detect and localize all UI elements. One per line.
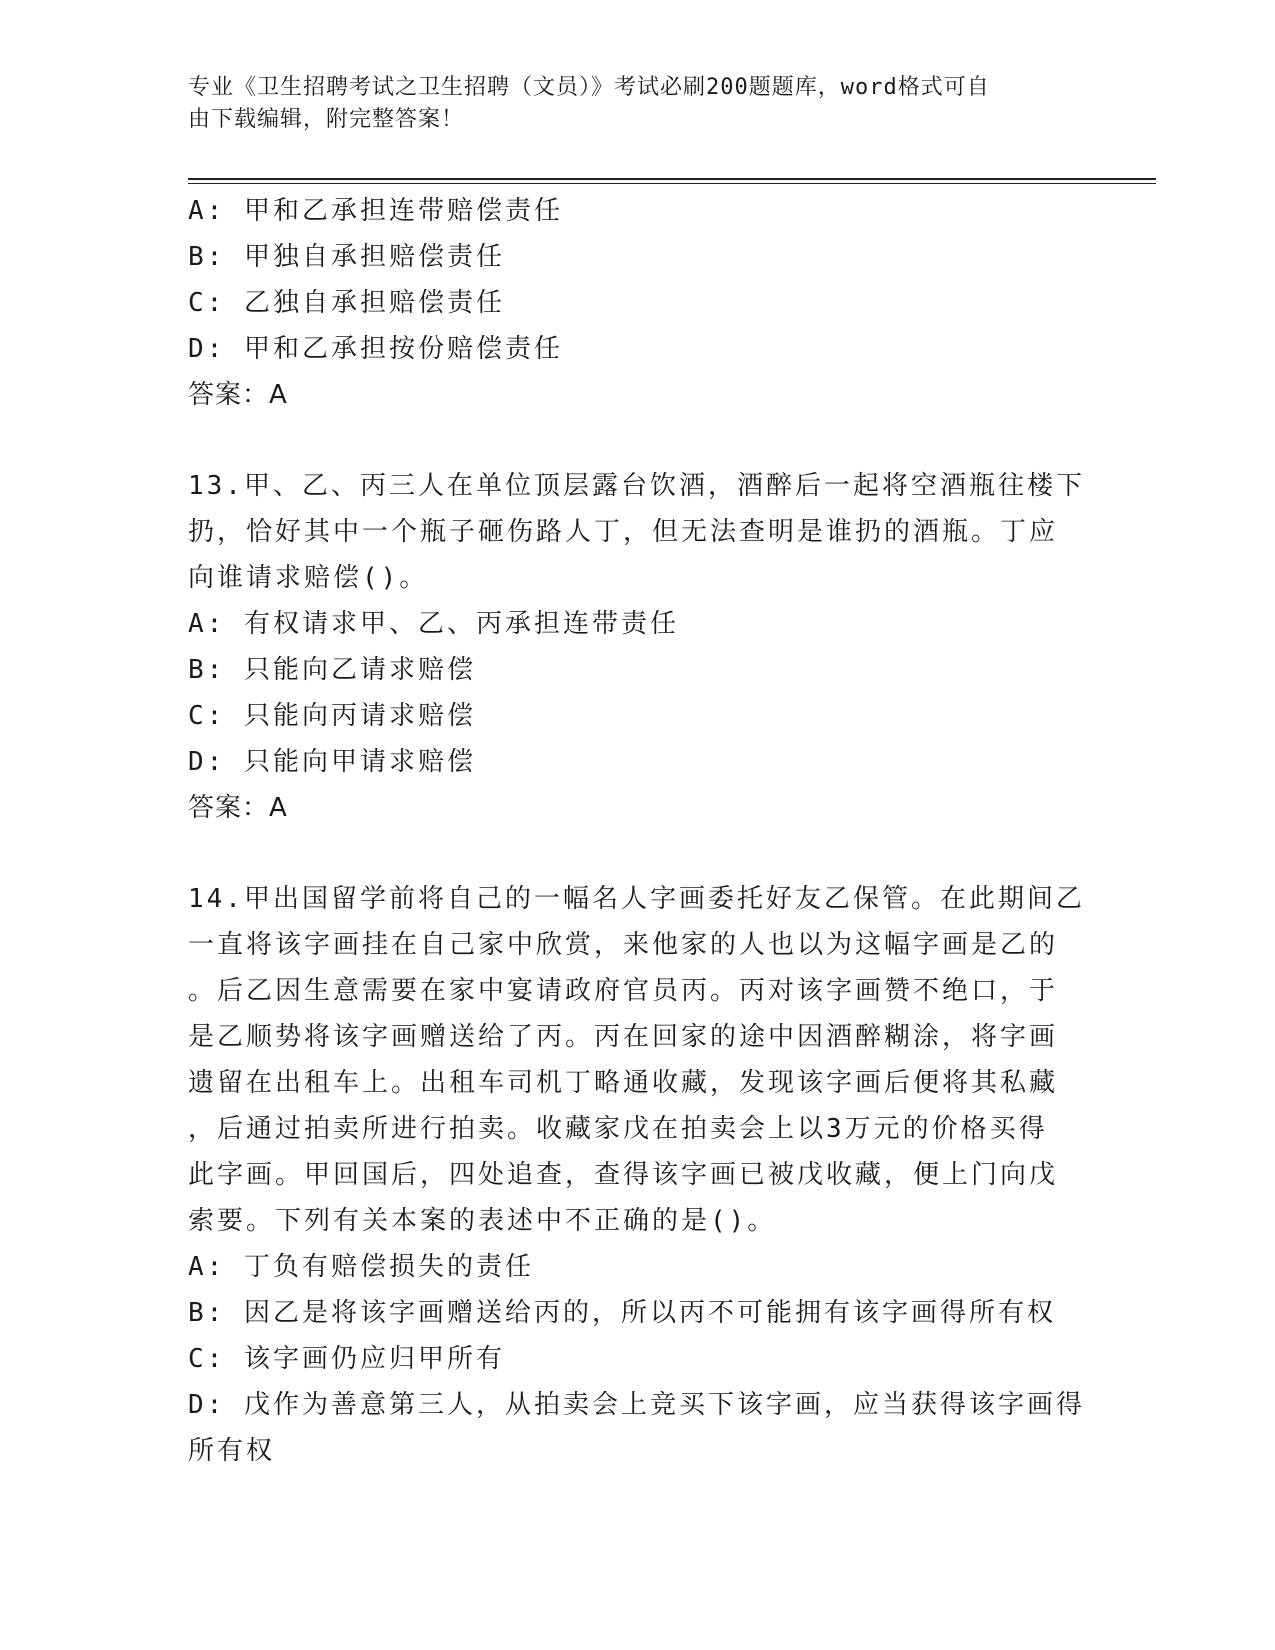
q12-option-d: D: 甲和乙承担按份赔偿责任	[188, 334, 563, 364]
q14-stem-line-7: 此字画。甲回国后，四处追查，查得该字画已被戊收藏，便上门向戊	[188, 1160, 1059, 1190]
question-14	[188, 876, 1088, 1474]
q13-stem-line-2: 扔，恰好其中一个瓶子砸伤路人丁，但无法查明是谁扔的酒瓶。丁应	[188, 517, 1059, 547]
question-12	[188, 188, 1088, 418]
q13-stem-line-3: 向谁请求赔偿()。	[188, 563, 429, 593]
q14-option-b: B: 因乙是将该字画赠送给丙的，所以丙不可能拥有该字画得所有权	[188, 1298, 1056, 1328]
question-content	[188, 188, 1088, 1474]
q13-option-a: A: 有权请求甲、乙、丙承担连带责任	[188, 609, 679, 639]
header-line-1: 专业《卫生招聘考试之卫生招聘（文员）》考试必刷200题题库，word格式可自	[188, 75, 990, 100]
q14-option-d-continued: 所有权	[188, 1436, 276, 1466]
q14-stem-line-8: 索要。下列有关本案的表述中不正确的是()。	[188, 1206, 777, 1236]
q14-stem-line-2: 一直将该字画挂在自己家中欣赏，来他家的人也以为这幅字画是乙的	[188, 930, 1059, 960]
header-divider-thin	[188, 183, 1156, 184]
q14-option-a: A: 丁负有赔偿损失的责任	[188, 1252, 534, 1282]
q14-stem-line-6: ，后通过拍卖所进行拍卖。收藏家戊在拍卖会上以3万元的价格买得	[188, 1114, 1048, 1144]
q13-option-d: D: 只能向甲请求赔偿	[188, 747, 476, 777]
q13-answer: 答案：A	[188, 793, 288, 823]
spacer	[188, 418, 1088, 463]
question-13	[188, 463, 1088, 831]
q12-answer: 答案：A	[188, 380, 288, 410]
q14-option-c: C: 该字画仍应归甲所有	[188, 1344, 505, 1374]
q14-stem-line-4: 是乙顺势将该字画赠送给了丙。丙在回家的途中因酒醉糊涂，将字画	[188, 1022, 1059, 1052]
q14-stem-line-3: 。后乙因生意需要在家中宴请政府官员丙。丙对该字画赞不绝口，于	[188, 976, 1059, 1006]
q12-option-a: A: 甲和乙承担连带赔偿责任	[188, 196, 563, 226]
spacer	[188, 831, 1088, 876]
q14-stem-line-1: 14.甲出国留学前将自己的一幅名人字画委托好友乙保管。在此期间乙	[188, 884, 1085, 914]
header-divider-thick	[188, 178, 1156, 180]
q13-stem-line-1: 13.甲、乙、丙三人在单位顶层露台饮酒，酒醉后一起将空酒瓶往楼下	[188, 471, 1085, 501]
document-header	[188, 72, 1068, 136]
q14-stem-line-5: 遗留在出租车上。出租车司机丁略通收藏，发现该字画后便将其私藏	[188, 1068, 1059, 1098]
q13-option-c: C: 只能向丙请求赔偿	[188, 701, 476, 731]
q14-option-d: D: 戊作为善意第三人，从拍卖会上竞买下该字画，应当获得该字画得	[188, 1390, 1085, 1420]
header-line-2: 由下载编辑，附完整答案！	[188, 107, 465, 132]
q12-option-b: B: 甲独自承担赔偿责任	[188, 242, 505, 272]
q12-option-c: C: 乙独自承担赔偿责任	[188, 288, 505, 318]
q13-option-b: B: 只能向乙请求赔偿	[188, 655, 476, 685]
